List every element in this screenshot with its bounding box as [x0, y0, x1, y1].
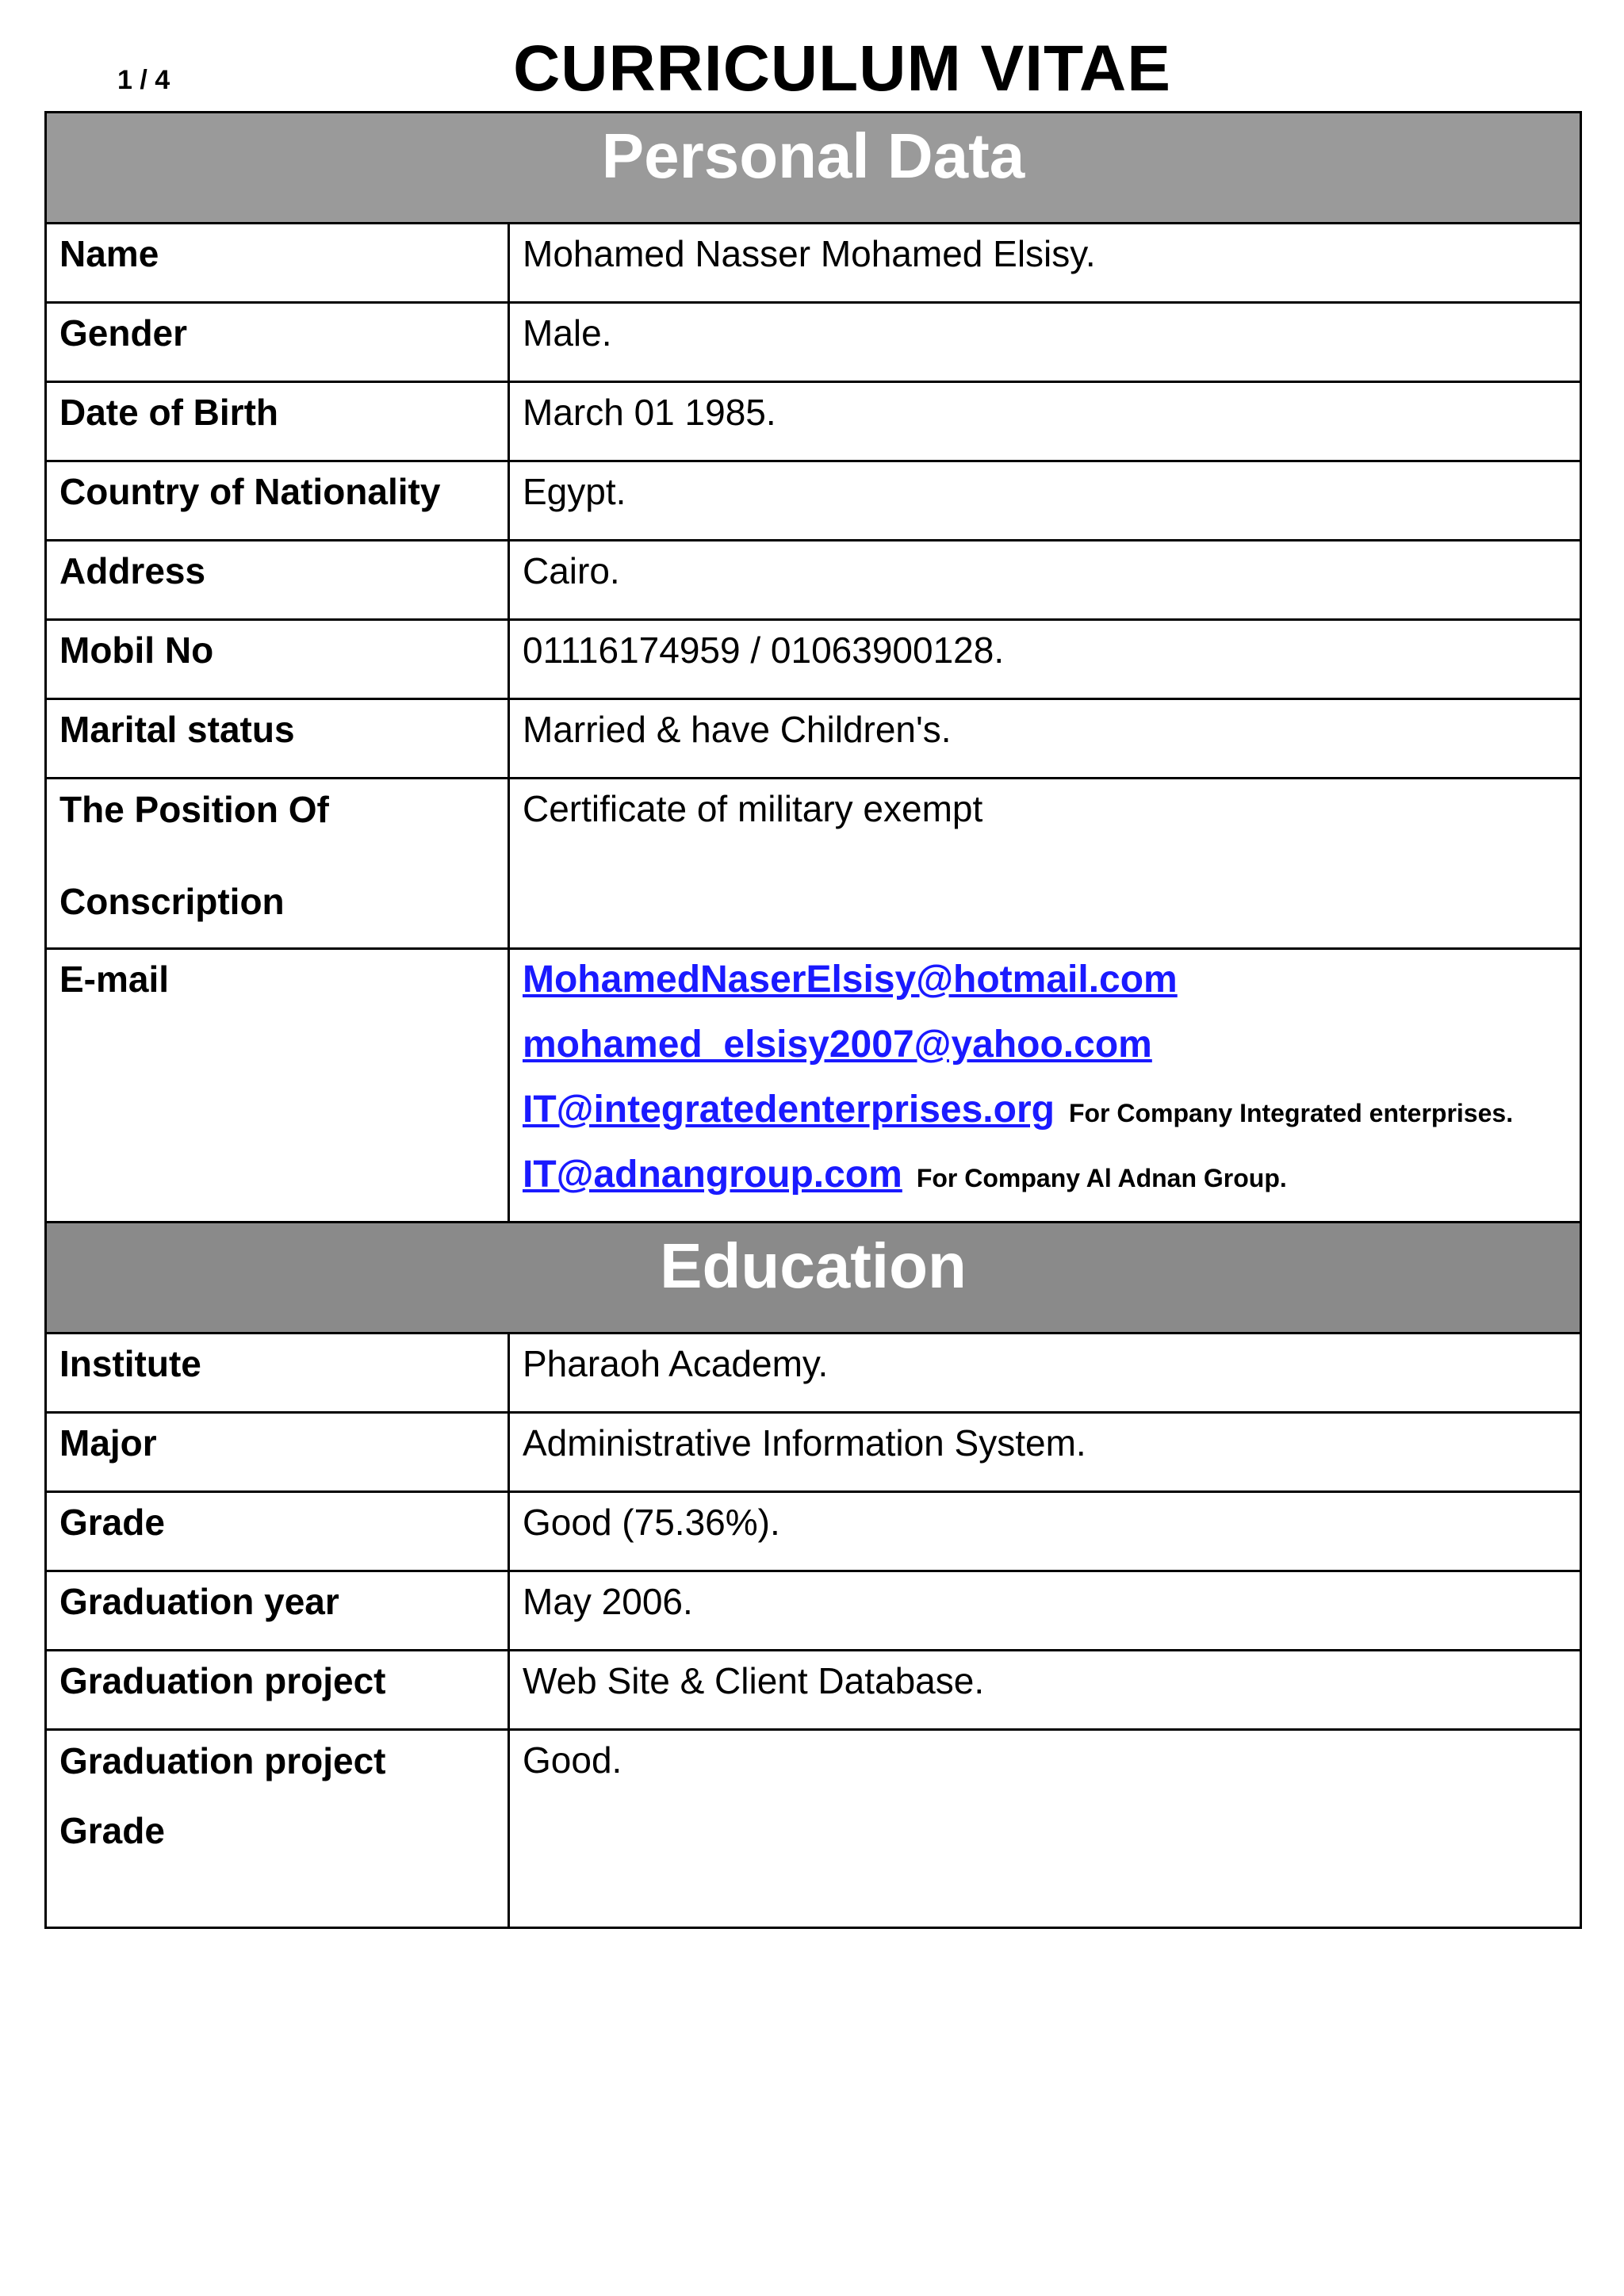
major-value: Administrative Information System. [509, 1413, 1581, 1492]
conscription-value: Certificate of military exempt [509, 779, 1581, 949]
address-label: Address [46, 541, 509, 620]
institute-label: Institute [46, 1334, 509, 1413]
conscription-label-cell [46, 779, 509, 949]
email-item [523, 961, 1567, 1026]
mobile-label: Mobil No [46, 620, 509, 699]
marital-status-label: Marital status [46, 699, 509, 779]
email-link-integrated[interactable]: IT@integratedenterprises.org [523, 1089, 1055, 1131]
education-header: Education [46, 1223, 1581, 1334]
date-of-birth-value: March 01 1985. [509, 382, 1581, 461]
project-grade-value: Good. [509, 1730, 1581, 1928]
education-header-row [46, 1223, 1581, 1334]
email-label: E-mail [46, 949, 509, 1223]
email-list [509, 949, 1581, 1223]
nationality-value: Egypt. [509, 461, 1581, 541]
name-value: Mohamed Nasser Mohamed Elsisy. [509, 224, 1581, 303]
grade-label: Grade [46, 1492, 509, 1571]
table-row [46, 541, 1581, 620]
table-row [46, 382, 1581, 461]
name-label: Name [46, 224, 509, 303]
table-row [46, 224, 1581, 303]
address-value: Cairo. [509, 541, 1581, 620]
table-row [46, 1334, 1581, 1413]
graduation-project-label: Graduation project [46, 1651, 509, 1730]
email-note-integrated: For Company Integrated enterprises. [1068, 1099, 1514, 1127]
table-row [46, 1651, 1581, 1730]
gender-value: Male. [509, 303, 1581, 382]
mobile-value: 01116174959 / 01063900128. [509, 620, 1581, 699]
graduation-project-value: Web Site & Client Database. [509, 1651, 1581, 1730]
email-link-yahoo[interactable]: mohamed_elsisy2007@yahoo.com [523, 1024, 1152, 1066]
date-of-birth-label: Date of Birth [46, 382, 509, 461]
table-row [46, 779, 1581, 949]
project-grade-label-cell [46, 1730, 509, 1928]
table-row [46, 303, 1581, 382]
table-row [46, 1413, 1581, 1492]
email-item [523, 1156, 1567, 1221]
document-title: CURRICULUM VITAE [513, 33, 1171, 105]
cv-table [44, 111, 1582, 1929]
email-note-adnan: For Company Al Adnan Group. [916, 1164, 1287, 1192]
conscription-label: The Position Of Conscription [59, 789, 329, 922]
email-link-adnan[interactable]: IT@adnangroup.com [523, 1154, 902, 1196]
major-label: Major [46, 1413, 509, 1492]
graduation-year-label: Graduation year [46, 1571, 509, 1651]
project-grade-label: Graduation project Grade [59, 1740, 386, 1851]
email-item [523, 1026, 1567, 1091]
page-number: 1 / 4 [117, 65, 170, 95]
table-row [46, 461, 1581, 541]
personal-data-header: Personal Data [46, 113, 1581, 224]
marital-status-value: Married & have Children's. [509, 699, 1581, 779]
email-link-hotmail[interactable]: MohamedNaserElsisy@hotmail.com [523, 959, 1178, 1001]
email-item [523, 1091, 1567, 1156]
grade-value: Good (75.36%). [509, 1492, 1581, 1571]
graduation-year-value: May 2006. [509, 1571, 1581, 1651]
gender-label: Gender [46, 303, 509, 382]
table-row [46, 1492, 1581, 1571]
table-row [46, 1730, 1581, 1928]
institute-value: Pharaoh Academy. [509, 1334, 1581, 1413]
personal-data-header-row [46, 113, 1581, 224]
table-row [46, 620, 1581, 699]
nationality-label: Country of Nationality [46, 461, 509, 541]
table-row [46, 1571, 1581, 1651]
table-row [46, 949, 1581, 1223]
